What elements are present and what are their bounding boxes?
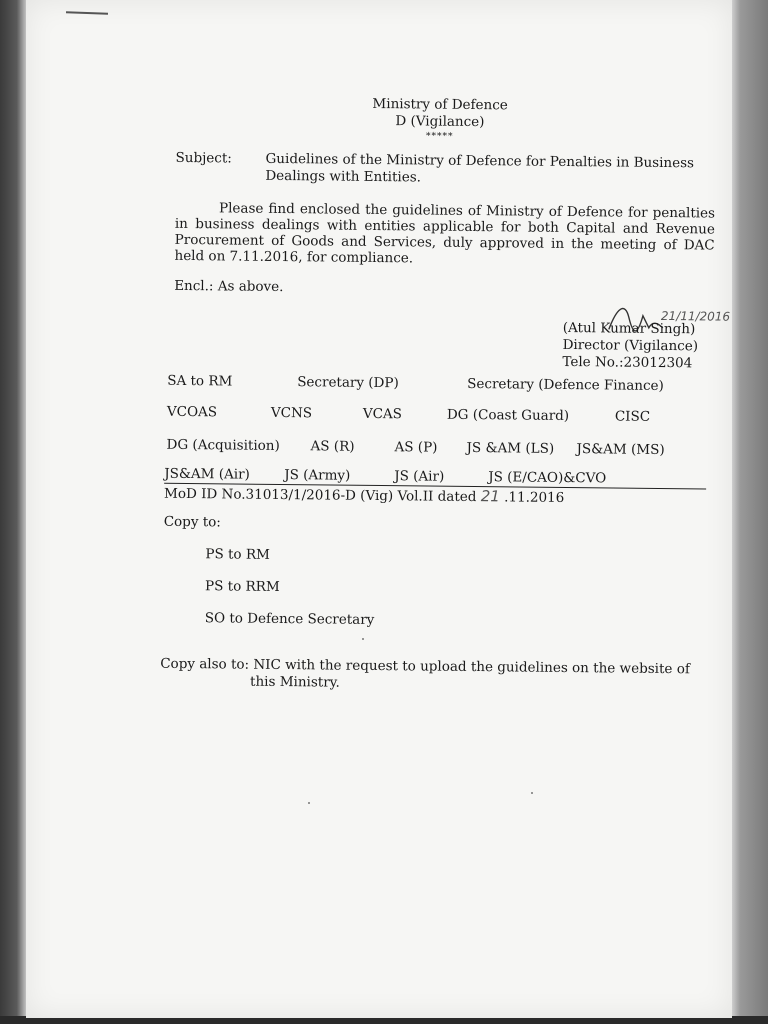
signature-date: 21/11/2016 — [660, 308, 731, 324]
recipient: CISC — [614, 408, 651, 425]
scan-speck — [308, 802, 310, 804]
recipient: JS (E/CAO)&CVO — [488, 469, 607, 487]
distribution-row-1 — [167, 373, 727, 397]
reference-day-handwritten: 21 — [480, 487, 500, 506]
recipient: Secretary (DP) — [297, 374, 399, 392]
subject-text: Guidelines of the Ministry of Defence for Penalties in Business Dealings with Entities. — [265, 150, 695, 186]
recipient: JS (Air) — [394, 468, 445, 485]
copy-to-label: Copy to: — [163, 513, 221, 531]
recipient: JS&AM (Air) — [164, 465, 250, 483]
document-content — [21, 0, 738, 1022]
ministry-heading: Ministry of Defence — [372, 95, 508, 114]
recipient: VCAS — [362, 405, 403, 423]
signature-block — [562, 320, 698, 372]
signatory-name: (Atul Kumar Singh) — [562, 319, 696, 338]
distribution-row-2 — [167, 404, 727, 428]
copy-item: SO to Defence Secretary — [204, 610, 375, 628]
body-paragraph: Please find enclosed the guidelines of Ministry of Defence for penalties in business dealings with entities applicable for both Capital and Revenue Procurement of Goods and Services, duly approved in the meeting of DAC held on 7.11.2016, for compliance. — [174, 200, 716, 267]
division-heading: D (Vigilance) — [395, 113, 485, 131]
copy-item: PS to RRM — [205, 578, 280, 595]
signatory-tele: Tele No.:23012304 — [562, 353, 693, 372]
distribution-row-3 — [166, 437, 726, 461]
copy-item: PS to RM — [205, 546, 270, 563]
recipient: JS (Army) — [284, 467, 351, 484]
recipient: JS&AM (MS) — [576, 441, 665, 459]
reference-date-suffix: .11.2016 — [504, 489, 565, 506]
scan-speck — [362, 638, 364, 640]
recipient: AS (R) — [310, 438, 355, 455]
document-page — [26, 0, 732, 1018]
enclosure-note: Encl.: As above. — [174, 277, 284, 296]
recipient: SA to RM — [167, 372, 233, 390]
recipient: DG (Coast Guard) — [446, 406, 570, 425]
copy-also-label: Copy also to: — [160, 655, 250, 673]
recipient: JS &AM (LS) — [466, 439, 555, 457]
recipient: Secretary (Defence Finance) — [467, 375, 664, 395]
recipient: DG (Acquisition) — [166, 436, 280, 454]
recipient: VCNS — [270, 404, 313, 422]
copy-also-line1: NIC with the request to upload the guidelines on the website of — [253, 656, 690, 678]
recipient: VCOAS — [166, 403, 218, 421]
copy-also-block — [160, 656, 720, 696]
reference-text: MoD ID No.31013/1/2016-D (Vig) Vol.II dated — [163, 485, 477, 506]
heading-stars: ***** — [426, 131, 454, 142]
recipient: AS (P) — [394, 439, 438, 456]
signatory-designation: Director (Vigilance) — [562, 336, 699, 355]
subject-label: Subject: — [175, 149, 232, 167]
scan-speck — [531, 792, 533, 794]
reference-line — [164, 485, 564, 507]
copy-also-line2: this Ministry. — [250, 673, 340, 691]
